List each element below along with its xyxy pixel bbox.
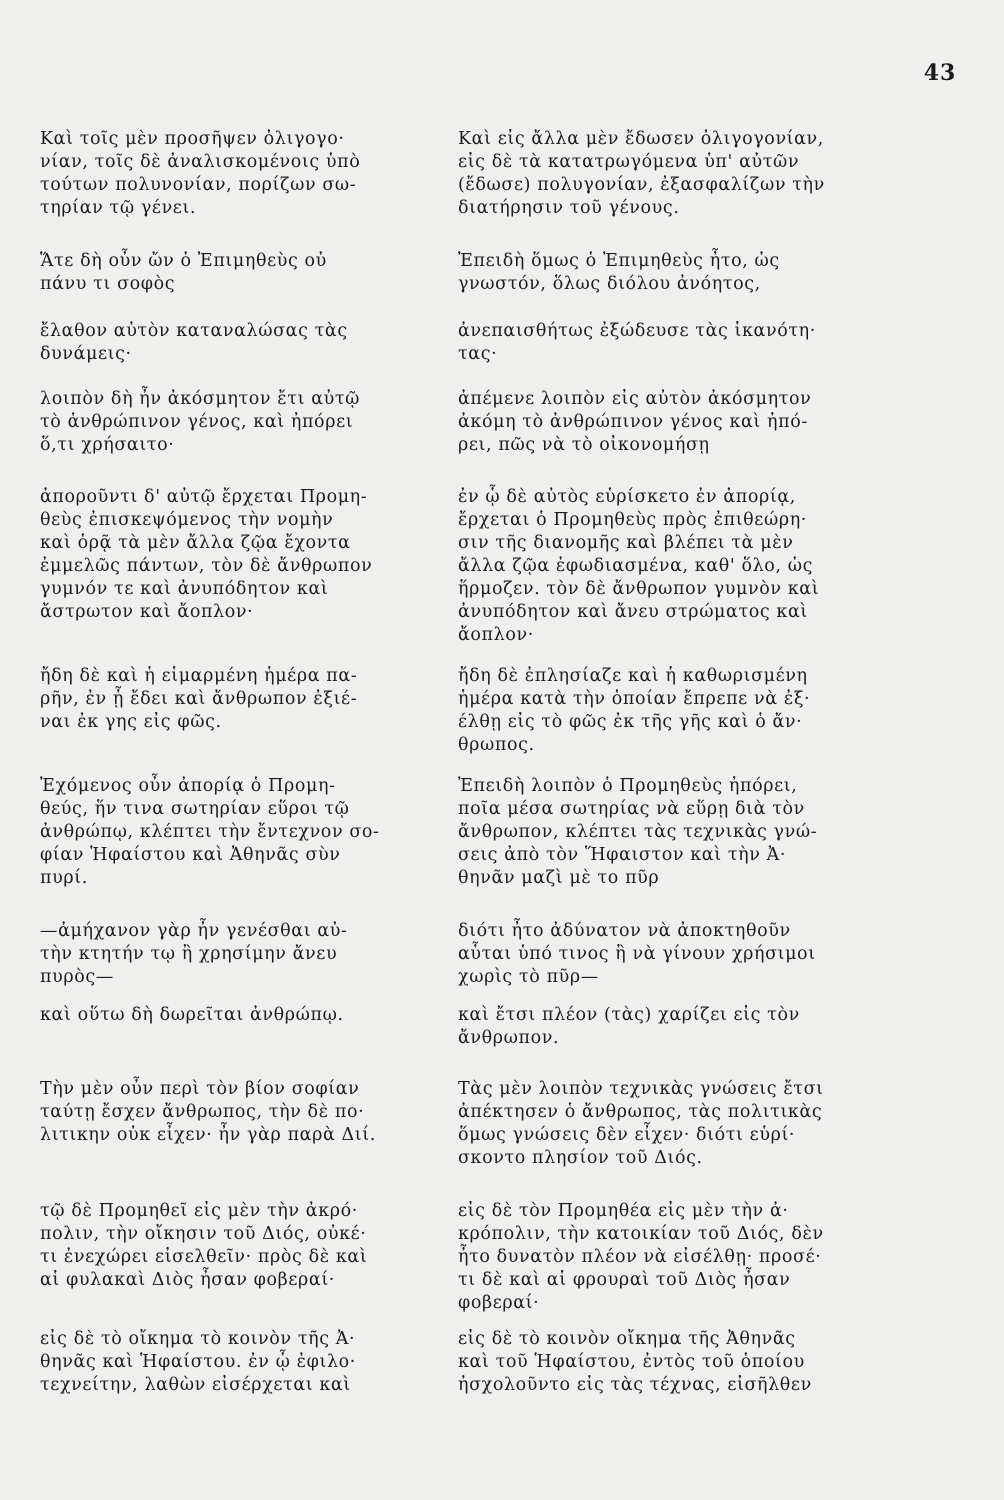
ancient-greek-paragraph: καὶ οὕτω δὴ δωρεῖται ἀνθρώπῳ. <box>40 1005 344 1025</box>
ancient-greek-paragraph: ἤδη δὲ καὶ ἡ εἱμαρμένη ἡμέρα πα- ρῆν, ἐν ᾗ ἔδει καὶ ἄνθρωπον ἐξιέ- ναι ἐκ γης εἰς φῶς. <box>40 666 358 732</box>
modern-greek-paragraph: καὶ ἔτσι πλέον (τὰς) χαρίζει εἰς τὸν ἄνθρωπον. <box>458 1005 800 1048</box>
modern-greek-paragraph: εἰς δὲ τὸ κοινὸν οἴκημα τῆς Ἀθηνᾶς καὶ τοῦ Ἡφαίστου, ἐντὸς τοῦ ὁποίου ἠσχολοῦντο εἰς τὰς τέχνας, εἰσῆλθεν <box>458 1329 812 1395</box>
page-number: 43 <box>923 60 957 86</box>
ancient-greek-paragraph: ἔλαθον αὐτὸν καταναλώσας τὰς δυνάμεις· <box>40 321 348 364</box>
modern-greek-paragraph: Ἐπειδὴ λοιπὸν ὁ Προμηθεὺς ἠπόρει, ποῖα μέσα σωτηρίας νὰ εὕρῃ διὰ τὸν ἄνθρωπον, κλέπτει τὰς τεχνικὰς γνώ- σεις ἀπὸ τὸν Ἥφαιστον καὶ τὴν Ἀ· θηνᾶν μαζὶ μὲ το πῦρ <box>458 776 818 888</box>
modern-greek-paragraph: διότι ἦτο ἀδύνατον νὰ ἀποκτηθοῦν αὗται ὑπό τινος ἢ νὰ γίνουν χρήσιμοι χωρὶς τὸ πῦρ— <box>458 921 816 987</box>
modern-greek-paragraph: Ἐπειδὴ ὅμως ὁ Ἐπιμηθεὺς ἦτο, ὡς γνωστόν, ὅλως διόλου ἀνόητος, <box>458 251 780 294</box>
ancient-greek-paragraph: εἰς δὲ τὸ οἴκημα τὸ κοινὸν τῆς Ἀ· θηνᾶς καὶ Ἡφαίστου. ἐν ᾧ ἐφιλο· τεχνείτην, λαθὼν εἰσέρχεται καὶ <box>40 1329 356 1395</box>
modern-greek-paragraph: εἰς δὲ τὸν Προμηθέα εἰς μὲν τὴν ἀ· κρόπολιν, τὴν κατοικίαν τοῦ Διός, δὲν ἦτο δυνατὸν πλέον νὰ εἰσέλθῃ· προσέ· τι δὲ καὶ αἱ φρουραὶ τοῦ Διὸς ἦσαν φοβεραί· <box>458 1201 824 1313</box>
ancient-greek-paragraph: Καὶ τοῖς μὲν προσῆψεν ὀλιγογο· νίαν, τοῖς δὲ ἀναλισκομένοις ὑπὸ τούτων πολυνονίαν, πορίζων σω- τηρίαν τῷ γένει. <box>40 129 361 218</box>
ancient-greek-paragraph: τῷ δὲ Προμηθεῖ εἰς μὲν τὴν ἀκρό· πολιν, τὴν οἴκησιν τοῦ Διός, οὐκέ· τι ἐνεχώρει εἰσελθεῖν· πρὸς δὲ καὶ αἱ φυλακαὶ Διὸς ἦσαν φοβεραί· <box>40 1201 368 1290</box>
ancient-greek-paragraph: ἀποροῦντι δ' αὐτῷ ἔρχεται Προμη- θεὺς ἐπισκεψόμενος τὴν νομὴν καὶ ὁρᾷ τὰ μὲν ἄλλα ζῷα ἔχοντα ἐμμελῶς πάντων, τὸν δὲ ἄνθρωπον γυμνόν τε καὶ ἀνυπόδητον καὶ ἄστρωτον καὶ ἄοπλον· <box>40 487 373 622</box>
modern-greek-paragraph: Τὰς μὲν λοιπὸν τεχνικὰς γνώσεις ἔτσι ἀπέκτησεν ὁ ἄνθρωπος, τὰς πολιτικὰς ὅμως γνώσεις δὲν εἶχεν· διότι εὑρί· σκοντο πλησίον τοῦ Διός. <box>458 1079 824 1168</box>
modern-greek-paragraph: Καὶ εἰς ἄλλα μὲν ἔδωσεν ὀλιγογονίαν, εἰς δὲ τὰ κατατρωγόμενα ὑπ' αὐτῶν (ἔδωσε) πολυγονίαν, ἐξασφαλίζων τὴν διατήρησιν τοῦ γένους. <box>458 129 825 218</box>
ancient-greek-paragraph: —ἀμήχανον γὰρ ἦν γενέσθαι αὐ- τὴν κτητήν τῳ ἢ χρησίμην ἄνευ πυρὸς— <box>40 921 348 987</box>
modern-greek-paragraph: ἐν ᾧ δὲ αὐτὸς εὑρίσκετο ἐν ἀπορίᾳ, ἔρχεται ὁ Προμηθεὺς πρὸς ἐπιθεώρη· σιν τῆς διανομῆς καὶ βλέπει τὰ μὲν ἄλλα ζῷα ἐφωδιασμένα, καθ' ὅλο, ὡς ἥρμοζεν. τὸν δὲ ἄνθρωπον γυμνὸν καὶ ἀνυπόδητον καὶ ἄνευ στρώματος καὶ ἄοπλον· <box>458 487 820 645</box>
ancient-greek-paragraph: λοιπὸν δὴ ἦν ἀκόσμητον ἔτι αὐτῷ τὸ ἀνθρώπινον γένος, καὶ ἠπόρει ὅ,τι χρήσαιτο· <box>40 389 361 455</box>
modern-greek-paragraph: ἤδη δὲ ἐπλησίαζε καὶ ἡ καθωρισμένη ἡμέρα κατὰ τὴν ὁποίαν ἔπρεπε νὰ ἐξ· έλθῃ εἰς τὸ φῶς ἐκ τῆς γῆς καὶ ὁ ἄν· θρωπος. <box>458 666 811 755</box>
modern-greek-paragraph: ἀνεπαισθήτως ἐξώδευσε τὰς ἱκανότη· τας· <box>458 321 816 364</box>
ancient-greek-paragraph: Ἅτε δὴ οὖν ὤν ὁ Ἐπιμηθεὺς οὐ πάνυ τι σοφὸς <box>40 251 327 294</box>
ancient-greek-paragraph: Ἐχόμενος οὖν ἀπορίᾳ ὁ Προμη- θεύς, ἥν τινα σωτηρίαν εὕροι τῷ ἀνθρώπῳ, κλέπτει τὴν ἔντεχνον σο- φίαν Ἡφαίστου καὶ Ἀθηνᾶς σὺν πυρί. <box>40 776 380 888</box>
modern-greek-paragraph: ἀπέμενε λοιπὸν εἰς αὐτὸν ἀκόσμητον ἀκόμη τὸ ἀνθρώπινον γένος καὶ ἠπό- ρει, πῶς νὰ τὸ οἰκονομήσῃ <box>458 389 812 455</box>
ancient-greek-paragraph: Τὴν μὲν οὖν περὶ τὸν βίον σοφίαν ταύτῃ ἔσχεν ἄνθρωπος, τὴν δὲ πο· λιτικην οὐκ εἶχεν· ἦν γὰρ παρὰ Διί. <box>40 1079 376 1145</box>
